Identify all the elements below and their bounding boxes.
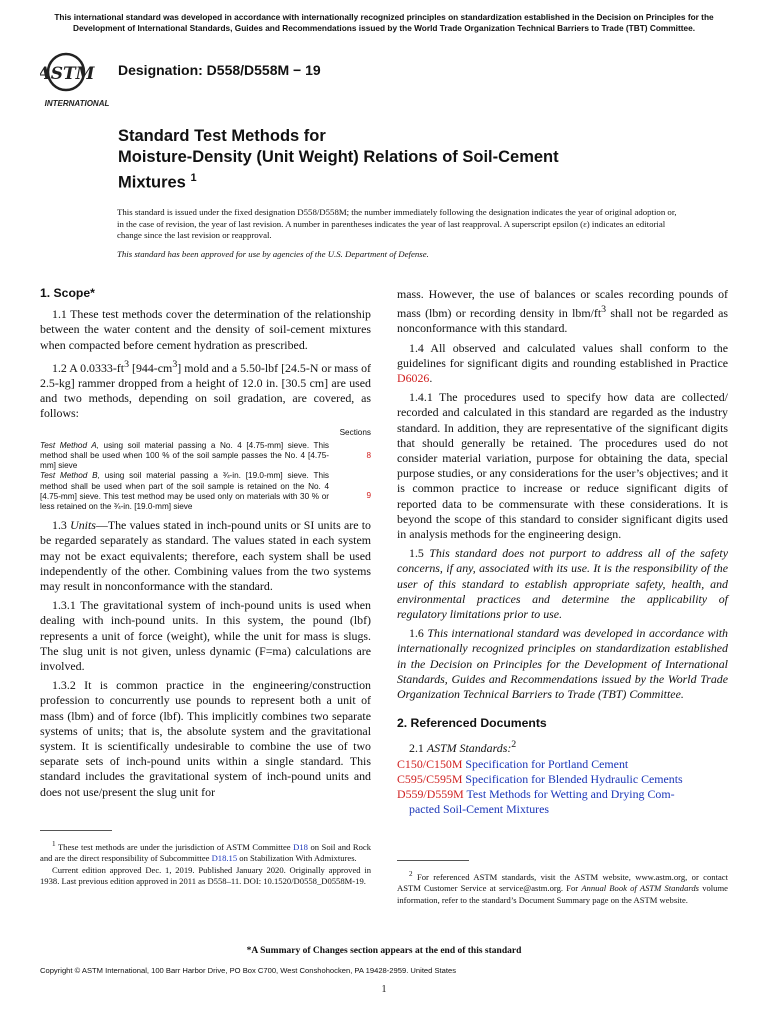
- link-d18-15[interactable]: D18.15: [211, 853, 238, 864]
- link-d18[interactable]: D18: [293, 841, 308, 852]
- footnote-1: $^1$ These test methods are under the jurisdiction of ASTM Committee D18 on Soil and Rock and are the direct responsibility of Subcommittee D18.15 on Stabilization With Admixtures. Current edition approved Dec. 1, 2019. Published January 2020. Originally approved in 1938. Last previous edition approved in 2011 as D558–11. DOI: 10.1520/D0558_D0558M-19.: [40, 830, 371, 888]
- ref-code: C595/C595M: [397, 771, 463, 786]
- issuance-note: This standard is issued under the fixed designation D558/D558M; the number immediately following the designation indicates the year of original adoption or, in the case of revision, the year of last revision. A number in parentheses indicates the year of last reapproval. A superscript epsilon (ε) indicates an editorial change since the last revision or reapproval.: [117, 207, 677, 241]
- logo-text: ASTM: [40, 64, 95, 84]
- designation: Designation: D558/D558M − 19: [118, 62, 321, 78]
- ref-code: D559/D559M: [397, 787, 464, 802]
- logo-subtext: INTERNATIONAL: [44, 99, 110, 108]
- para-1-1: 1.1 These test methods cover the determination of the relationship between the water content and the density of soil-cement mixtures when compacted before cement hydration as prescribed.: [40, 307, 371, 352]
- scope-heading: 1. Scope*: [40, 286, 95, 300]
- ref-item-c595[interactable]: [397, 772, 728, 787]
- ref-code: C150/C150M: [397, 756, 463, 771]
- section-link-8[interactable]: 8: [366, 450, 371, 460]
- para-1-5: 1.5 This standard does not purport to address all of the safety concerns, if any, associated with its use. It is the responsibility of the user of this standard to establish appropriate safety, health, and environmental practices and determine the applicability of regulatory limitations prior to use.: [397, 546, 728, 622]
- footnote-rule: [40, 830, 112, 831]
- title-line-1: Standard Test Methods for: [118, 127, 326, 145]
- referenced-documents-heading: 2. Referenced Documents: [397, 716, 547, 731]
- ref-title: Specification for Blended Hydraulic Cements: [465, 771, 683, 786]
- document-title: [118, 126, 559, 194]
- section-link-9[interactable]: 9: [366, 491, 371, 501]
- test-method-b-row: Test Method B, using soil material passing a ¾-in. [19.0-mm] sieve. This method shall be used when part of the soil sample is retained on the No. 4 [4.75-mm] sieve. This test method may be used only on materials with 30 % or less retained on the ¾-in. [19.0-mm] sieve 9: [40, 471, 371, 512]
- link-d6026[interactable]: D6026: [397, 370, 430, 385]
- ref-title-continued: pacted Soil-Cement Mixtures: [409, 802, 550, 817]
- title-line-2: Moisture-Density (Unit Weight) Relations of Soil-Cement: [118, 148, 559, 166]
- right-column: [397, 287, 728, 817]
- page-number: 1: [381, 984, 387, 995]
- ref-item-c150[interactable]: [397, 757, 728, 772]
- footnote-rule: [397, 860, 469, 861]
- summary-of-changes-note: *A Summary of Changes section appears at the end of this standard: [246, 946, 522, 956]
- para-1-3-2-continued: mass. However, the use of balances or scales recording pounds of mass (lbm) or recording density in lbm/$ft^3$ shall not be regarded as nonconformance with this standard.: [397, 287, 728, 336]
- copyright-line: Copyright © ASTM International, 100 Barr Harbor Drive, PO Box C700, West Conshohocken, PA 19428-2959. United States: [40, 966, 457, 975]
- approval-note: This standard has been approved for use by agencies of the U.S. Department of Defense.: [117, 249, 429, 259]
- para-2-1: 2.1 ASTM Standards:$^2$: [409, 739, 517, 756]
- para-1-4: 1.4 All observed and calculated values shall conform to the guidelines for significant digits and rounding established in Practice D6026.: [397, 340, 728, 385]
- test-method-a-row: Test Method A, using soil material passing a No. 4 [4.75-mm] sieve. This method shall be used when 100 % of the soil sample passes the No. 4 [4.75-mm] sieve 8: [40, 440, 371, 471]
- footnote-2: $^2$ For referenced ASTM standards, visit the ASTM website, www.astm.org, or contact ASTM Customer Service at service@astm.org. For Annual Book of ASTM Standards volume information, refer to the standard’s Document Summary page on the ASTM website.: [397, 860, 728, 906]
- ref-title: Specification for Portland Cement: [465, 756, 629, 771]
- sections-column-header: Sections: [339, 427, 371, 437]
- footnote-1-edition: Current edition approved Dec. 1, 2019. Published January 2020. Originally approved in 1938. Last previous edition approved in 2011 as D558–11. DOI: 10.1520/D0558_D0558M-19.: [40, 864, 371, 887]
- ref-title: Test Methods for Wetting and Drying Com-: [466, 787, 675, 802]
- para-1-3-1: 1.3.1 The gravitational system of inch-pound units is used when dealing with inch-pound units. In this system, the pound (lbf) represents a unit of force (weight), while the unit for mass is slugs. The slug unit is not given, unless dynamic (F=ma) calculations are involved.: [40, 598, 371, 674]
- ref-item-d559[interactable]: [397, 787, 728, 817]
- tbt-notice: This international standard was developed in accordance with internationally recognized principles on standardization established in the Decision on Principles for the Development of International Standards, Guides and Recommendations issued by the World Trade Organization Technical Barriers to Trade (TBT) Committee.: [54, 12, 714, 33]
- para-1-6: 1.6 This international standard was developed in accordance with internationally recognized principles on standardization established in the Decision on Principles for the Development of International Standards, Guides and Recommendations issued by the World Trade Organization Technical Barriers to Trade (TBT) Committee.: [397, 626, 728, 702]
- left-column: [40, 286, 371, 800]
- para-1-2: 1.2 A $0.0333-ft^3$ $[944-cm^3]$ mold and a 5.50-lbf [24.5-N or mass of 2.5-kg] rammer dropped from a height of 12.0 in. [30.5 cm] are used and two methods, depending on soil gradation, are covered, as follows:: [40, 358, 371, 421]
- para-1-3-2: 1.3.2 It is common practice in the engineering/construction profession to concurrently use pounds to represent both a unit of mass (lbm) and of force (lbf). This implicitly combines two separate systems of units; that is, the absolute system and the gravitational system. It is scientifically undesirable to combine the use of two separate sets of inch-pound units within a single standard. This standard includes the gravitational system of inch-pound units and does not use/present the slug unit for: [40, 678, 371, 799]
- title-footnote-mark: 1: [190, 172, 197, 184]
- test-methods-table: [40, 428, 371, 513]
- title-line-3: Mixtures: [118, 173, 186, 192]
- para-1-3: 1.3 Units—The values stated in inch-pound units or SI units are to be regarded separately as standard. The values stated in each system may not be exact equivalents; therefore, each system shall be used independently of the other. Combining values from the two systems may result in nonconformance with the standard.: [40, 518, 371, 594]
- para-1-4-1: 1.4.1 The procedures used to specify how data are collected/ recorded and calculated in this standard are regarded as the industry standard. In addition, they are representative of the significant digits that should generally be retained. The procedures used do not consider material variation, purpose for obtaining the data, special purpose studies, or any considerations for the user’s objectives; and it is common practice to increase or reduce significant digits of reported data to be commensurate with these considerations. It is beyond the scope of this standard to consider significant digits used in analysis methods for the engineering design.: [397, 390, 728, 542]
- astm-logo: [40, 50, 112, 110]
